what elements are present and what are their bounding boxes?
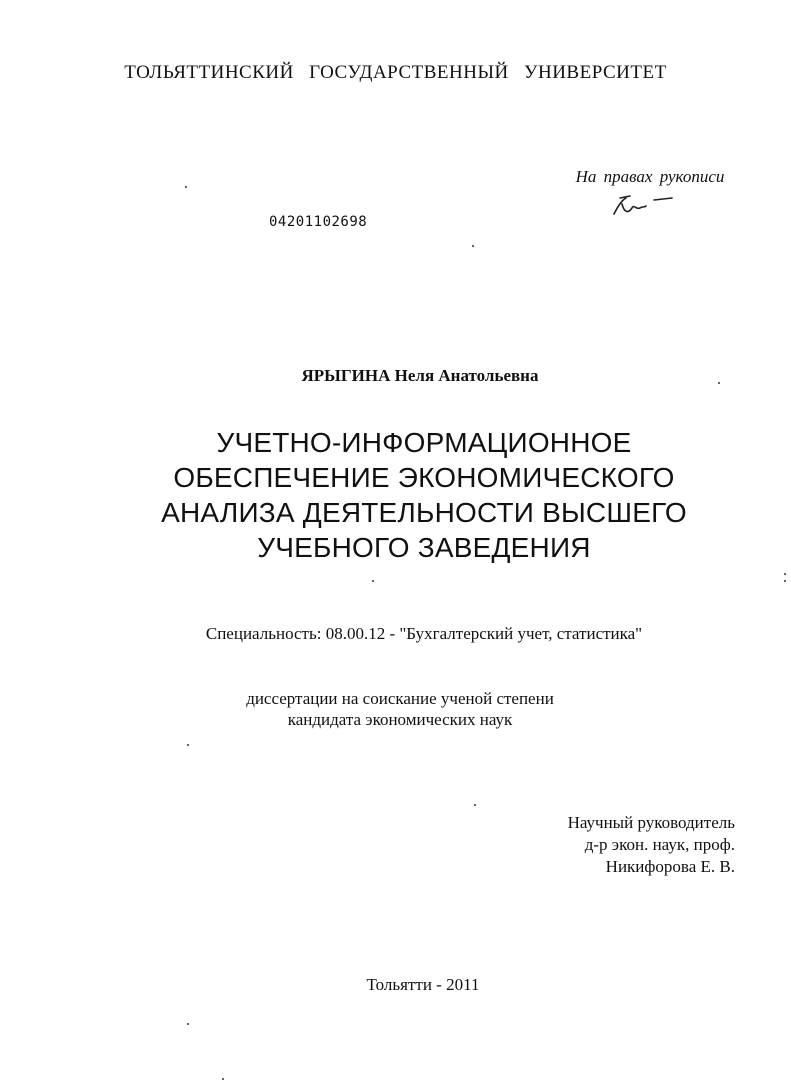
advisor-role: Научный руководитель — [567, 813, 735, 832]
advisor-degree: д-р экон. наук, проф. — [584, 835, 735, 854]
dissertation-title — [0, 425, 791, 565]
scan-speck — [372, 580, 374, 582]
scan-speck — [784, 580, 786, 582]
specialty-line: Специальность: 08.00.12 - "Бухгалтерский учет, статистика" — [205, 624, 643, 643]
author-name: ЯРЫГИНА Неля Анатольевна — [301, 366, 539, 385]
city-year: Тольятти - 2011 — [366, 975, 480, 994]
scan-speck — [474, 804, 476, 806]
scan-speck — [222, 1078, 224, 1080]
handwritten-signature — [608, 192, 678, 222]
scan-speck — [185, 186, 187, 188]
manuscript-rights-note: На правах рукописи — [575, 167, 725, 186]
scan-speck — [187, 744, 189, 746]
degree-statement — [0, 688, 791, 730]
scan-speck — [718, 382, 720, 384]
scan-speck — [187, 1023, 189, 1025]
title-line: УЧЕТНО-ИНФОРМАЦИОННОЕ — [216, 427, 632, 458]
advisor-name: Никифорова Е. В. — [605, 857, 735, 876]
scan-speck — [472, 245, 474, 247]
title-line: ОБЕСПЕЧЕНИЕ ЭКОНОМИЧЕСКОГО — [173, 462, 675, 493]
scientific-advisor — [480, 812, 735, 878]
title-line: АНАЛИЗА ДЕЯТЕЛЬНОСТИ ВЫСШЕГО — [161, 497, 687, 528]
document-number: 04201102698 — [269, 214, 368, 230]
degree-line: диссертации на соискание ученой степени — [246, 689, 554, 708]
degree-line: кандидата экономических наук — [287, 710, 513, 729]
scan-speck — [784, 573, 786, 575]
university-name: ТОЛЬЯТТИНСКИЙ ГОСУДАРСТВЕННЫЙ УНИВЕРСИТЕТ — [124, 62, 667, 83]
title-line: УЧЕБНОГО ЗАВЕДЕНИЯ — [257, 532, 591, 563]
